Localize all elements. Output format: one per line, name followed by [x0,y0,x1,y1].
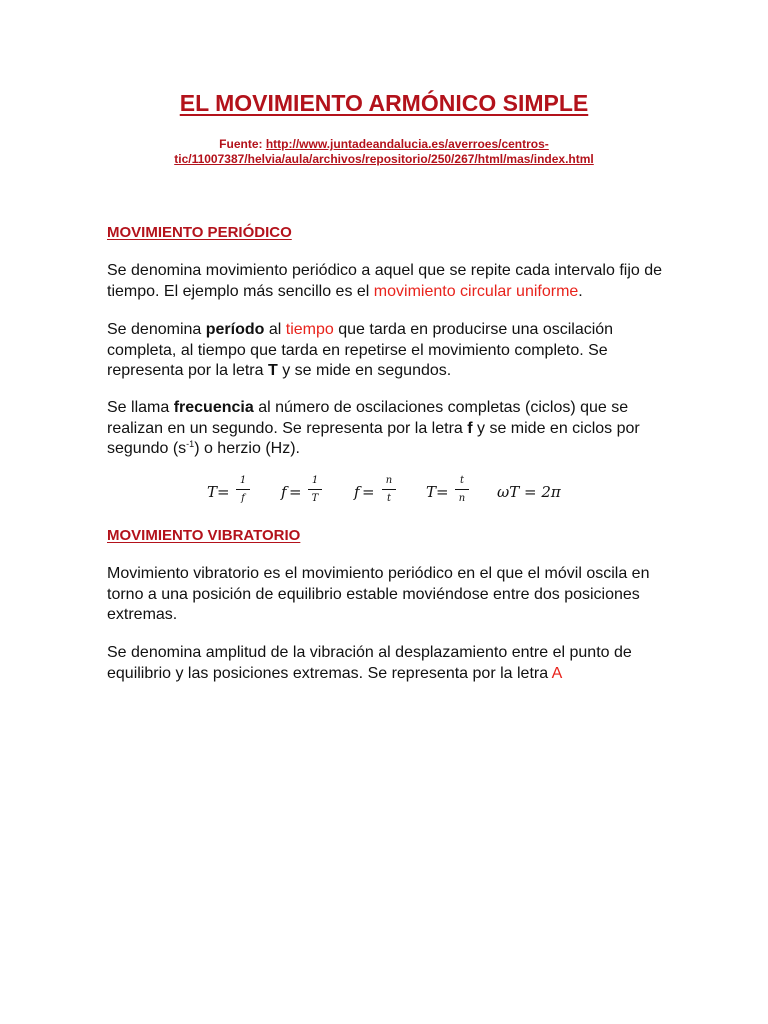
paragraph-periodic-definition: Se denomina movimiento periódico a aquel que se repite cada intervalo fijo de tiempo. El ejemplo más sencillo es el movimiento circular uniforme. [107,262,663,300]
source-citation [0,137,768,167]
source-link[interactable]: http://www.juntadeandalucia.es/averroes/centros- tic/11007387/helvia/aula/archivos/repositorio/250/267/html/mas/index.html [174,137,594,166]
paragraph-frecuencia: Se llama frecuencia al número de oscilaciones completas (ciclos) que se realizan en un segundo. Se representa por la letra f y se mide en ciclos por segundo $(s^{-1})$ o herzio (Hz). [107,399,640,457]
source-label: Fuente: [219,137,266,151]
link-amplitud-a[interactable]: A [551,664,563,682]
document-title: EL MOVIMIENTO ARMÓNICO SIMPLE [179,90,589,116]
link-movimiento-circular[interactable]: movimiento circular uniforme [373,282,579,300]
paragraph-periodo: Se denomina período al tiempo que tarda en producirse una oscilación completa, al tiempo que tarda en repetirse el movimiento completo. Se representa por la letra T y se mide en segundos. [107,321,614,379]
paragraph-vibratorio-definition: Movimiento vibratorio es el movimiento periódico en el que el móvil oscila en torno a una posición de equilibrio estable moviéndose entre dos posiciones extremas. [107,565,650,623]
document-page: EL MOVIMIENTO ARMÓNICO SIMPLE Fuente: http://www.juntadeandalucia.es/averroes/centros- tic/11007387/helvia/aula/archivos/repositorio/250/267/html/mas/index.html MOVIMIENTO PERIÓDICO Se denomina movimiento periódico a aquel que se repite cada intervalo fijo de tiempo. El ejemplo más sencillo es el movimiento circular uniforme. Se denomina período al tiempo que tarda en producirse una oscilación completa, al tiempo que tarda en repetirse el movimiento completo. Se representa por la letra T y se mide en segundos. Se llama frecuencia al número de oscilaciones completas (ciclos) que se realizan en un segundo. Se representa por la letra f y se mide en ciclos por segundo $(s^{-1})$ o herzio (Hz). T = 1 f f = 1 T f = n t T = t n ωT = 2π MOVIMIENTO VIBRATORIO Movimiento vibratorio es el movimiento periódico en el que el móvil oscila en torno a una posición de equilibrio estable moviéndose entre dos posiciones extremas. Se denomina amplitud de la vibración al desplazamiento entre el punto de equilibrio y las posiciones extremas. Se representa por la letra A [0,0,768,1024]
section-heading-vibratorio: MOVIMIENTO VIBRATORIO [107,527,301,544]
section-heading-periodico: MOVIMIENTO PERIÓDICO [107,224,292,241]
paragraph-amplitud: Se denomina amplitud de la vibración al desplazamiento entre el punto de equilibrio y las posiciones extremas. Se representa por la letra A [107,644,632,682]
link-tiempo[interactable]: tiempo [285,321,334,338]
